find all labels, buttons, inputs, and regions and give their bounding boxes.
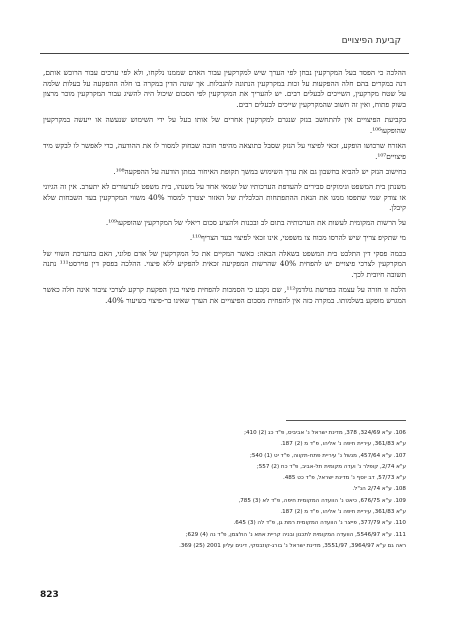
- footnote: ע"א 57/73, דב יוסף נ' מדינת ישראל, פ"ד כט 485.: [282, 475, 406, 482]
- footnotes: [43, 428, 406, 552]
- page-number: 823: [40, 590, 59, 600]
- footnote: ע"א 361/83, עיריית חיפה נ' אליהו, פ"ד מ (2) 187.: [280, 441, 406, 448]
- paragraph: בחישוב הנזק יש להביא בחשבון גם את ערך השימוש במשך תקופת האיחור במתן הודעה על ההפקעה¹⁰⁸.: [113, 166, 406, 176]
- header-divider: [40, 53, 409, 54]
- footnote: 108. ע"א 2/74 הנ"ל.: [352, 486, 406, 493]
- footnote: 109. ע"א 676/75, כיאט נ' הוועדה המקומית חיפה, פ"ד לא (3) 785,: [238, 497, 406, 504]
- paragraph: בקביעת הפיצויים אין להתחשב בנזק שנגרם למקרקעין אחרים של אותו בעל על ידי השימוש שנעשה או ייעשה במקרקעין שהופקעו¹⁰⁶.: [43, 115, 406, 135]
- paragraph: בכמה פסקי דין התלבט בית המשפט בשאלה הבאה: כאשר המקיים את כל המקרקעין של אדם פלוני, האם בהערכת השווי של המקרקעין לצרכי פיצויים יש להפחית 40% שהרשות המפקיעה זכאית להפקיע ללא פיצוי. ההלכה בפסק דין פוירסט¹¹¹ נתנה תשובה חיובית לכך.: [43, 248, 407, 279]
- paragraph: מי שתקיפ צריך שיש להרסו מכוח צו משפטי, אינו זכאי לפיצוי בעד הצריף¹¹⁰.: [189, 233, 406, 243]
- paragraph: משנתן בית המשפט ונימוקים סבירים להעדפת הערכותיו של שמאי אחד על משנהו, בית משפט לערעורים לא יתערב. אין זה הגיוני או צודק שמי שתפסו ממנו את הנאת ההתפתחות הכלכלית של האזור יצטרך למסור 40% משווי המקרקעין בעד השבחות שלא קיבלן.: [43, 181, 406, 213]
- footnote: 110. ע"א 377/79, פייצר נ' הוועדה המקומית רמת גן, פ"ד לה (3) 645.: [233, 520, 406, 527]
- footnote: 106. ע"א 324/69, 378, מדינת ישראל נ' אביביס, פ"ד כג (2) 410;: [244, 430, 406, 436]
- footnote: ע"א 2/74, קופלר נ' ועדה מקומית תל-אביב, פ"ד כח (2) 557;: [256, 463, 406, 470]
- body-text: [43, 68, 406, 311]
- paragraph: האזרח שרכושו הופקע, זכאי לפיצוי על הנזק שסבל כתוצאה מהיפר חובה שבחוק למסור לו את ההודעה, כדי לאפשר לו לבקש מיד פיצויים¹⁰⁷.: [43, 141, 406, 161]
- paragraph: הלכה זו חזרה על עצמה בפרשת גולדמן¹¹², שם נקבע כי הסמכות להפחית פיצוי בגין הפקעת קרקע לצרכי ציבור אינה חלה כאשר המגרש מופקע בשלמותו. במקרה כזה אין להפחית מסכום הפיצויים את הערך שאינו בר-פיצוי בשיעור 40%.: [43, 285, 406, 305]
- running-title: קביעת הפיצויים: [341, 36, 401, 46]
- footnote: 111. ע"א 5546/97, הוועדה המקומית לתכנון ובניה קריית אתא נ' הולצמן, פ"ד נה (4) 629;: [185, 531, 406, 538]
- paragraph: ההלכה כי הפסד בעל המקרקעין נבחן לפי הערך שיש למקרקעין עבור האדם שממנו נלקחו, ולא לפי ערכים עבור הרוכש אותם, דנה במקרים בהם חלה ההפקעות על זכות במקרקעין הנתונה להגבלות. אך שונה הדין במקרה בו חלה ההפקעה על בעלות שלמה על שטח מקרקעין, השייכים לבעלים רבים. יש להעריך את המקרקעין לפי הסכום שיכול היה להשיג עבור המקרקעין מוכר מרצון בשוק פתוח, ואין זה חשוב שהמקרקעין שייכים לבעלים רבים.: [43, 68, 406, 110]
- footnote-divider: [286, 420, 406, 421]
- footnote: 107. ע"א 457/64, מנשל נ' עיריית פתח-תקווה, פ"ד יט (1) 540;: [249, 452, 406, 459]
- paragraph: על הרשות המקומית לעשות את הערכותיה בתום לב ובכנות ולהציע סכום ריאלי של המקרקעין שהופקעו¹⁰⁹.: [105, 218, 406, 228]
- footnote: ראה גם ע"א 3964/97, 3551/97, מדינת ישראל נ' בורג-קוזבסקי, דינים עליון 2001 (25) 369.: [179, 542, 406, 549]
- footnote: ע"א 361/83, עיריית חיפה נ' אליהו, פ"ד מ (2) 187.: [280, 509, 406, 516]
